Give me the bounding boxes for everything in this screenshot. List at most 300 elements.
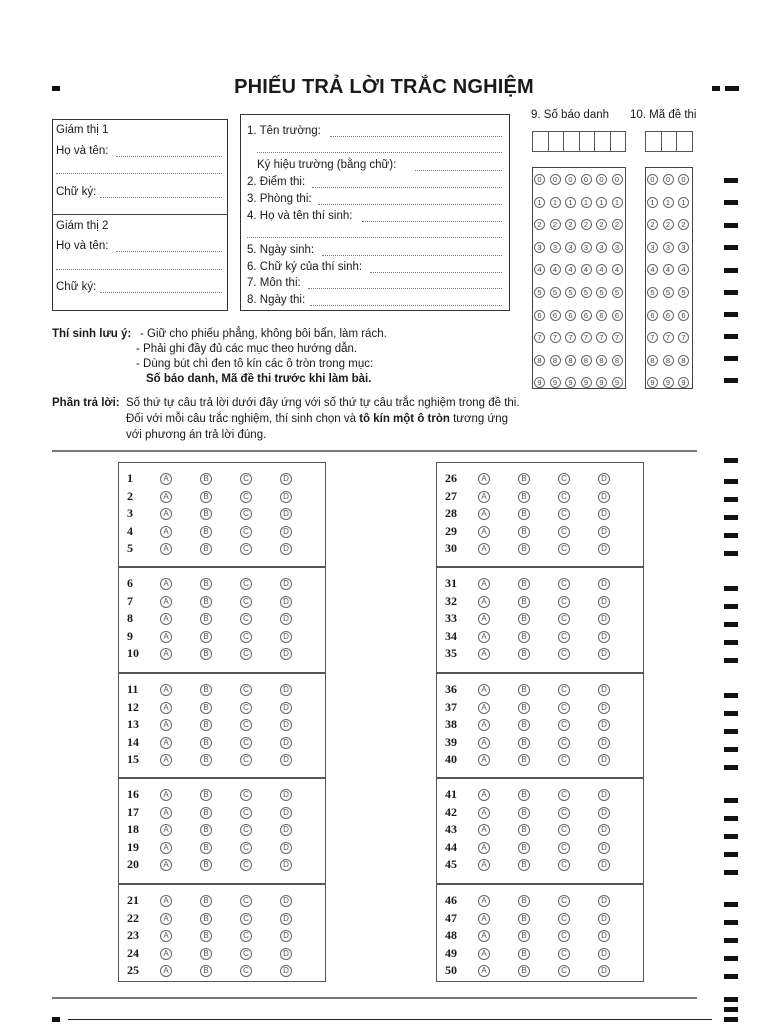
supervisor1-sign-field[interactable] bbox=[100, 197, 222, 198]
school-name-field-2[interactable] bbox=[257, 152, 502, 153]
answer-bubble-c[interactable]: C bbox=[558, 754, 570, 766]
made-digit-bubble[interactable]: 5 bbox=[663, 287, 674, 298]
made-write-box[interactable] bbox=[676, 131, 693, 152]
sbd-digit-bubble[interactable]: 7 bbox=[581, 332, 592, 343]
answer-bubble-a[interactable]: A bbox=[478, 491, 490, 503]
sbd-digit-bubble[interactable]: 6 bbox=[550, 310, 561, 321]
answer-bubble-c[interactable]: C bbox=[558, 543, 570, 555]
answer-bubble-a[interactable]: A bbox=[160, 702, 172, 714]
supervisor1-name-field-2[interactable] bbox=[56, 173, 222, 174]
sbd-digit-bubble[interactable]: 0 bbox=[612, 174, 623, 185]
answer-bubble-d[interactable]: D bbox=[280, 789, 292, 801]
answer-bubble-d[interactable]: D bbox=[280, 913, 292, 925]
answer-bubble-c[interactable]: C bbox=[240, 526, 252, 538]
answer-bubble-a[interactable]: A bbox=[478, 930, 490, 942]
answer-bubble-b[interactable]: B bbox=[200, 526, 212, 538]
sbd-digit-bubble[interactable]: 9 bbox=[534, 377, 545, 388]
answer-bubble-a[interactable]: A bbox=[478, 965, 490, 977]
answer-bubble-b[interactable]: B bbox=[200, 473, 212, 485]
sbd-digit-bubble[interactable]: 8 bbox=[612, 355, 623, 366]
sbd-write-box[interactable] bbox=[563, 131, 580, 152]
answer-bubble-a[interactable]: A bbox=[160, 930, 172, 942]
answer-bubble-c[interactable]: C bbox=[558, 895, 570, 907]
answer-bubble-c[interactable]: C bbox=[240, 948, 252, 960]
answer-bubble-c[interactable]: C bbox=[240, 930, 252, 942]
answer-bubble-c[interactable]: C bbox=[558, 508, 570, 520]
answer-bubble-d[interactable]: D bbox=[280, 859, 292, 871]
candidate-sign-field[interactable] bbox=[370, 272, 502, 273]
answer-bubble-a[interactable]: A bbox=[160, 789, 172, 801]
answer-bubble-b[interactable]: B bbox=[200, 578, 212, 590]
answer-bubble-c[interactable]: C bbox=[240, 913, 252, 925]
made-digit-bubble[interactable]: 1 bbox=[678, 197, 689, 208]
sbd-digit-bubble[interactable]: 1 bbox=[565, 197, 576, 208]
answer-bubble-c[interactable]: C bbox=[240, 631, 252, 643]
sbd-write-box[interactable] bbox=[594, 131, 611, 152]
answer-bubble-c[interactable]: C bbox=[240, 613, 252, 625]
answer-bubble-b[interactable]: B bbox=[200, 913, 212, 925]
answer-bubble-a[interactable]: A bbox=[478, 684, 490, 696]
answer-bubble-d[interactable]: D bbox=[280, 807, 292, 819]
sbd-digit-bubble[interactable]: 1 bbox=[596, 197, 607, 208]
answer-bubble-c[interactable]: C bbox=[558, 613, 570, 625]
answer-bubble-d[interactable]: D bbox=[280, 684, 292, 696]
sbd-digit-bubble[interactable]: 3 bbox=[581, 242, 592, 253]
answer-bubble-d[interactable]: D bbox=[598, 859, 610, 871]
answer-bubble-a[interactable]: A bbox=[478, 648, 490, 660]
answer-bubble-a[interactable]: A bbox=[160, 913, 172, 925]
sbd-digit-bubble[interactable]: 2 bbox=[565, 219, 576, 230]
answer-bubble-a[interactable]: A bbox=[478, 807, 490, 819]
answer-bubble-c[interactable]: C bbox=[240, 543, 252, 555]
answer-bubble-a[interactable]: A bbox=[160, 613, 172, 625]
answer-bubble-c[interactable]: C bbox=[558, 824, 570, 836]
answer-bubble-d[interactable]: D bbox=[280, 754, 292, 766]
answer-bubble-c[interactable]: C bbox=[558, 526, 570, 538]
sbd-digit-bubble[interactable]: 4 bbox=[596, 264, 607, 275]
answer-bubble-c[interactable]: C bbox=[240, 596, 252, 608]
answer-bubble-d[interactable]: D bbox=[598, 824, 610, 836]
answer-bubble-d[interactable]: D bbox=[598, 631, 610, 643]
answer-bubble-c[interactable]: C bbox=[558, 719, 570, 731]
sbd-digit-bubble[interactable]: 7 bbox=[612, 332, 623, 343]
answer-bubble-c[interactable]: C bbox=[240, 684, 252, 696]
sbd-digit-bubble[interactable]: 9 bbox=[596, 377, 607, 388]
supervisor1-name-field[interactable] bbox=[116, 156, 222, 157]
answer-bubble-c[interactable]: C bbox=[240, 859, 252, 871]
answer-bubble-a[interactable]: A bbox=[478, 737, 490, 749]
sbd-digit-bubble[interactable]: 5 bbox=[565, 287, 576, 298]
answer-bubble-a[interactable]: A bbox=[478, 543, 490, 555]
answer-bubble-c[interactable]: C bbox=[558, 491, 570, 503]
answer-bubble-c[interactable]: C bbox=[240, 895, 252, 907]
answer-bubble-b[interactable]: B bbox=[200, 543, 212, 555]
sbd-digit-bubble[interactable]: 0 bbox=[534, 174, 545, 185]
answer-bubble-c[interactable]: C bbox=[240, 965, 252, 977]
answer-bubble-c[interactable]: C bbox=[240, 473, 252, 485]
answer-bubble-b[interactable]: B bbox=[200, 948, 212, 960]
sbd-digit-bubble[interactable]: 6 bbox=[581, 310, 592, 321]
answer-bubble-c[interactable]: C bbox=[558, 807, 570, 819]
answer-bubble-b[interactable]: B bbox=[518, 613, 530, 625]
answer-bubble-d[interactable]: D bbox=[598, 965, 610, 977]
answer-bubble-d[interactable]: D bbox=[598, 596, 610, 608]
subject-field[interactable] bbox=[308, 288, 502, 289]
answer-bubble-b[interactable]: B bbox=[518, 578, 530, 590]
answer-bubble-d[interactable]: D bbox=[280, 508, 292, 520]
sbd-digit-bubble[interactable]: 8 bbox=[581, 355, 592, 366]
sbd-digit-bubble[interactable]: 1 bbox=[581, 197, 592, 208]
candidate-name-field[interactable] bbox=[362, 221, 502, 222]
answer-bubble-c[interactable]: C bbox=[558, 702, 570, 714]
made-write-box[interactable] bbox=[661, 131, 678, 152]
answer-bubble-d[interactable]: D bbox=[280, 824, 292, 836]
made-digit-bubble[interactable]: 7 bbox=[678, 332, 689, 343]
answer-bubble-d[interactable]: D bbox=[598, 807, 610, 819]
answer-bubble-d[interactable]: D bbox=[598, 702, 610, 714]
answer-bubble-b[interactable]: B bbox=[518, 965, 530, 977]
supervisor2-name-field-2[interactable] bbox=[56, 269, 222, 270]
answer-bubble-d[interactable]: D bbox=[598, 895, 610, 907]
made-digit-bubble[interactable]: 5 bbox=[678, 287, 689, 298]
sbd-digit-bubble[interactable]: 7 bbox=[534, 332, 545, 343]
answer-bubble-a[interactable]: A bbox=[160, 508, 172, 520]
answer-bubble-b[interactable]: B bbox=[518, 824, 530, 836]
answer-bubble-a[interactable]: A bbox=[160, 965, 172, 977]
answer-bubble-b[interactable]: B bbox=[518, 930, 530, 942]
made-digit-bubble[interactable]: 7 bbox=[647, 332, 658, 343]
made-digit-bubble[interactable]: 8 bbox=[647, 355, 658, 366]
answer-bubble-d[interactable]: D bbox=[280, 491, 292, 503]
sbd-digit-bubble[interactable]: 2 bbox=[550, 219, 561, 230]
answer-bubble-b[interactable]: B bbox=[518, 807, 530, 819]
made-digit-bubble[interactable]: 8 bbox=[678, 355, 689, 366]
answer-bubble-d[interactable]: D bbox=[280, 543, 292, 555]
answer-bubble-a[interactable]: A bbox=[478, 631, 490, 643]
answer-bubble-b[interactable]: B bbox=[200, 508, 212, 520]
answer-bubble-b[interactable]: B bbox=[518, 631, 530, 643]
answer-bubble-c[interactable]: C bbox=[558, 948, 570, 960]
answer-bubble-a[interactable]: A bbox=[160, 648, 172, 660]
made-write-box[interactable] bbox=[645, 131, 662, 152]
sbd-write-box[interactable] bbox=[548, 131, 565, 152]
sbd-digit-bubble[interactable]: 8 bbox=[534, 355, 545, 366]
answer-bubble-d[interactable]: D bbox=[280, 702, 292, 714]
answer-bubble-c[interactable]: C bbox=[558, 859, 570, 871]
made-digit-bubble[interactable]: 2 bbox=[663, 219, 674, 230]
answer-bubble-b[interactable]: B bbox=[518, 702, 530, 714]
made-digit-bubble[interactable]: 3 bbox=[678, 242, 689, 253]
answer-bubble-a[interactable]: A bbox=[478, 719, 490, 731]
answer-bubble-b[interactable]: B bbox=[200, 754, 212, 766]
sbd-digit-bubble[interactable]: 7 bbox=[550, 332, 561, 343]
answer-bubble-b[interactable]: B bbox=[200, 824, 212, 836]
supervisor2-sign-field[interactable] bbox=[100, 292, 222, 293]
answer-bubble-d[interactable]: D bbox=[280, 526, 292, 538]
answer-bubble-d[interactable]: D bbox=[598, 789, 610, 801]
answer-bubble-c[interactable]: C bbox=[240, 737, 252, 749]
answer-bubble-d[interactable]: D bbox=[598, 491, 610, 503]
answer-bubble-a[interactable]: A bbox=[478, 596, 490, 608]
answer-bubble-d[interactable]: D bbox=[280, 965, 292, 977]
sbd-digit-bubble[interactable]: 5 bbox=[612, 287, 623, 298]
answer-bubble-a[interactable]: A bbox=[160, 631, 172, 643]
answer-bubble-c[interactable]: C bbox=[558, 913, 570, 925]
answer-bubble-d[interactable]: D bbox=[598, 578, 610, 590]
answer-bubble-d[interactable]: D bbox=[598, 737, 610, 749]
answer-bubble-d[interactable]: D bbox=[598, 842, 610, 854]
answer-bubble-a[interactable]: A bbox=[160, 491, 172, 503]
sbd-write-box[interactable] bbox=[610, 131, 627, 152]
answer-bubble-d[interactable]: D bbox=[598, 948, 610, 960]
answer-bubble-c[interactable]: C bbox=[240, 842, 252, 854]
answer-bubble-c[interactable]: C bbox=[558, 737, 570, 749]
made-digit-bubble[interactable]: 5 bbox=[647, 287, 658, 298]
answer-bubble-c[interactable]: C bbox=[240, 491, 252, 503]
sbd-digit-bubble[interactable]: 4 bbox=[550, 264, 561, 275]
answer-bubble-c[interactable]: C bbox=[240, 754, 252, 766]
answer-bubble-d[interactable]: D bbox=[280, 895, 292, 907]
answer-bubble-c[interactable]: C bbox=[558, 842, 570, 854]
answer-bubble-a[interactable]: A bbox=[478, 526, 490, 538]
made-digit-bubble[interactable]: 7 bbox=[663, 332, 674, 343]
answer-bubble-c[interactable]: C bbox=[240, 648, 252, 660]
sbd-digit-bubble[interactable]: 5 bbox=[534, 287, 545, 298]
sbd-digit-bubble[interactable]: 2 bbox=[581, 219, 592, 230]
answer-bubble-c[interactable]: C bbox=[558, 684, 570, 696]
birthdate-field[interactable] bbox=[322, 255, 502, 256]
answer-bubble-c[interactable]: C bbox=[240, 719, 252, 731]
made-digit-bubble[interactable]: 0 bbox=[663, 174, 674, 185]
answer-bubble-b[interactable]: B bbox=[200, 684, 212, 696]
answer-bubble-a[interactable]: A bbox=[478, 824, 490, 836]
made-digit-bubble[interactable]: 9 bbox=[647, 377, 658, 388]
sbd-write-box[interactable] bbox=[532, 131, 549, 152]
answer-bubble-c[interactable]: C bbox=[240, 789, 252, 801]
answer-bubble-c[interactable]: C bbox=[558, 596, 570, 608]
made-digit-bubble[interactable]: 1 bbox=[647, 197, 658, 208]
answer-bubble-c[interactable]: C bbox=[558, 789, 570, 801]
answer-bubble-d[interactable]: D bbox=[598, 613, 610, 625]
answer-bubble-d[interactable]: D bbox=[280, 948, 292, 960]
answer-bubble-c[interactable]: C bbox=[240, 578, 252, 590]
sbd-digit-bubble[interactable]: 3 bbox=[565, 242, 576, 253]
answer-bubble-a[interactable]: A bbox=[478, 948, 490, 960]
answer-bubble-a[interactable]: A bbox=[160, 754, 172, 766]
made-digit-bubble[interactable]: 3 bbox=[647, 242, 658, 253]
answer-bubble-a[interactable]: A bbox=[160, 737, 172, 749]
sbd-digit-bubble[interactable]: 1 bbox=[550, 197, 561, 208]
answer-bubble-b[interactable]: B bbox=[518, 754, 530, 766]
made-digit-bubble[interactable]: 4 bbox=[647, 264, 658, 275]
answer-bubble-d[interactable]: D bbox=[598, 719, 610, 731]
answer-bubble-b[interactable]: B bbox=[200, 613, 212, 625]
sbd-digit-bubble[interactable]: 3 bbox=[550, 242, 561, 253]
answer-bubble-b[interactable]: B bbox=[518, 737, 530, 749]
answer-bubble-a[interactable]: A bbox=[160, 842, 172, 854]
sbd-digit-bubble[interactable]: 7 bbox=[596, 332, 607, 343]
sbd-digit-bubble[interactable]: 0 bbox=[596, 174, 607, 185]
answer-bubble-b[interactable]: B bbox=[518, 913, 530, 925]
answer-bubble-c[interactable]: C bbox=[240, 807, 252, 819]
sbd-digit-bubble[interactable]: 6 bbox=[565, 310, 576, 321]
answer-bubble-b[interactable]: B bbox=[200, 648, 212, 660]
answer-bubble-b[interactable]: B bbox=[200, 965, 212, 977]
answer-bubble-b[interactable]: B bbox=[200, 895, 212, 907]
sbd-digit-bubble[interactable]: 8 bbox=[565, 355, 576, 366]
answer-bubble-d[interactable]: D bbox=[280, 930, 292, 942]
answer-bubble-b[interactable]: B bbox=[518, 596, 530, 608]
answer-bubble-a[interactable]: A bbox=[478, 789, 490, 801]
answer-bubble-a[interactable]: A bbox=[478, 702, 490, 714]
answer-bubble-a[interactable]: A bbox=[478, 473, 490, 485]
answer-bubble-b[interactable]: B bbox=[200, 702, 212, 714]
sbd-digit-bubble[interactable]: 3 bbox=[612, 242, 623, 253]
answer-bubble-c[interactable]: C bbox=[240, 508, 252, 520]
made-digit-bubble[interactable]: 8 bbox=[663, 355, 674, 366]
answer-bubble-d[interactable]: D bbox=[280, 631, 292, 643]
answer-bubble-b[interactable]: B bbox=[200, 737, 212, 749]
answer-bubble-b[interactable]: B bbox=[518, 948, 530, 960]
sbd-digit-bubble[interactable]: 9 bbox=[581, 377, 592, 388]
answer-bubble-d[interactable]: D bbox=[280, 613, 292, 625]
answer-bubble-a[interactable]: A bbox=[478, 842, 490, 854]
answer-bubble-b[interactable]: B bbox=[518, 895, 530, 907]
answer-bubble-b[interactable]: B bbox=[200, 491, 212, 503]
answer-bubble-b[interactable]: B bbox=[200, 596, 212, 608]
answer-bubble-d[interactable]: D bbox=[280, 648, 292, 660]
sbd-digit-bubble[interactable]: 4 bbox=[565, 264, 576, 275]
answer-bubble-a[interactable]: A bbox=[478, 613, 490, 625]
made-digit-bubble[interactable]: 0 bbox=[647, 174, 658, 185]
sbd-digit-bubble[interactable]: 8 bbox=[596, 355, 607, 366]
answer-bubble-a[interactable]: A bbox=[160, 578, 172, 590]
made-digit-bubble[interactable]: 1 bbox=[663, 197, 674, 208]
answer-bubble-d[interactable]: D bbox=[280, 737, 292, 749]
answer-bubble-a[interactable]: A bbox=[160, 719, 172, 731]
answer-bubble-a[interactable]: A bbox=[160, 824, 172, 836]
sbd-digit-bubble[interactable]: 6 bbox=[612, 310, 623, 321]
answer-bubble-b[interactable]: B bbox=[518, 508, 530, 520]
answer-bubble-b[interactable]: B bbox=[518, 842, 530, 854]
sbd-digit-bubble[interactable]: 8 bbox=[550, 355, 561, 366]
answer-bubble-a[interactable]: A bbox=[478, 913, 490, 925]
answer-bubble-d[interactable]: D bbox=[280, 842, 292, 854]
answer-bubble-b[interactable]: B bbox=[200, 859, 212, 871]
sbd-digit-bubble[interactable]: 2 bbox=[596, 219, 607, 230]
answer-bubble-a[interactable]: A bbox=[478, 754, 490, 766]
answer-bubble-b[interactable]: B bbox=[518, 789, 530, 801]
candidate-name-field-2[interactable] bbox=[247, 237, 502, 238]
sbd-digit-bubble[interactable]: 5 bbox=[550, 287, 561, 298]
made-digit-bubble[interactable]: 4 bbox=[663, 264, 674, 275]
sbd-digit-bubble[interactable]: 6 bbox=[534, 310, 545, 321]
sbd-write-box[interactable] bbox=[579, 131, 596, 152]
made-digit-bubble[interactable]: 9 bbox=[663, 377, 674, 388]
answer-bubble-d[interactable]: D bbox=[598, 930, 610, 942]
sbd-digit-bubble[interactable]: 9 bbox=[550, 377, 561, 388]
answer-bubble-c[interactable]: C bbox=[558, 648, 570, 660]
answer-bubble-d[interactable]: D bbox=[280, 596, 292, 608]
answer-bubble-a[interactable]: A bbox=[478, 895, 490, 907]
sbd-digit-bubble[interactable]: 4 bbox=[534, 264, 545, 275]
answer-bubble-b[interactable]: B bbox=[200, 789, 212, 801]
made-digit-bubble[interactable]: 2 bbox=[647, 219, 658, 230]
answer-bubble-a[interactable]: A bbox=[160, 807, 172, 819]
answer-bubble-c[interactable]: C bbox=[558, 930, 570, 942]
answer-bubble-d[interactable]: D bbox=[598, 684, 610, 696]
answer-bubble-d[interactable]: D bbox=[280, 719, 292, 731]
sbd-digit-bubble[interactable]: 4 bbox=[612, 264, 623, 275]
made-digit-bubble[interactable]: 3 bbox=[663, 242, 674, 253]
sbd-digit-bubble[interactable]: 9 bbox=[612, 377, 623, 388]
answer-bubble-a[interactable]: A bbox=[160, 473, 172, 485]
answer-bubble-d[interactable]: D bbox=[598, 473, 610, 485]
answer-bubble-a[interactable]: A bbox=[160, 859, 172, 871]
sbd-digit-bubble[interactable]: 2 bbox=[534, 219, 545, 230]
answer-bubble-b[interactable]: B bbox=[518, 473, 530, 485]
answer-bubble-b[interactable]: B bbox=[200, 807, 212, 819]
sbd-digit-bubble[interactable]: 2 bbox=[612, 219, 623, 230]
answer-bubble-b[interactable]: B bbox=[200, 842, 212, 854]
answer-bubble-b[interactable]: B bbox=[200, 930, 212, 942]
answer-bubble-b[interactable]: B bbox=[200, 719, 212, 731]
answer-bubble-c[interactable]: C bbox=[558, 631, 570, 643]
answer-bubble-d[interactable]: D bbox=[598, 543, 610, 555]
sbd-digit-bubble[interactable]: 4 bbox=[581, 264, 592, 275]
made-digit-bubble[interactable]: 6 bbox=[647, 310, 658, 321]
answer-bubble-b[interactable]: B bbox=[518, 648, 530, 660]
school-code-field[interactable] bbox=[415, 170, 502, 171]
answer-bubble-d[interactable]: D bbox=[598, 508, 610, 520]
made-digit-bubble[interactable]: 9 bbox=[678, 377, 689, 388]
answer-bubble-c[interactable]: C bbox=[558, 578, 570, 590]
answer-bubble-d[interactable]: D bbox=[598, 648, 610, 660]
exam-date-field[interactable] bbox=[310, 305, 502, 306]
answer-bubble-d[interactable]: D bbox=[280, 473, 292, 485]
made-digit-bubble[interactable]: 4 bbox=[678, 264, 689, 275]
answer-bubble-a[interactable]: A bbox=[478, 578, 490, 590]
score-field[interactable] bbox=[312, 187, 502, 188]
made-digit-bubble[interactable]: 2 bbox=[678, 219, 689, 230]
sbd-digit-bubble[interactable]: 5 bbox=[596, 287, 607, 298]
answer-bubble-c[interactable]: C bbox=[240, 824, 252, 836]
answer-bubble-d[interactable]: D bbox=[598, 913, 610, 925]
answer-bubble-a[interactable]: A bbox=[160, 948, 172, 960]
made-digit-bubble[interactable]: 0 bbox=[678, 174, 689, 185]
sbd-digit-bubble[interactable]: 5 bbox=[581, 287, 592, 298]
answer-bubble-a[interactable]: A bbox=[160, 543, 172, 555]
answer-bubble-d[interactable]: D bbox=[598, 754, 610, 766]
supervisor2-name-field[interactable] bbox=[116, 251, 222, 252]
sbd-digit-bubble[interactable]: 9 bbox=[565, 377, 576, 388]
made-digit-bubble[interactable]: 6 bbox=[678, 310, 689, 321]
sbd-digit-bubble[interactable]: 7 bbox=[565, 332, 576, 343]
answer-bubble-b[interactable]: B bbox=[518, 491, 530, 503]
answer-bubble-b[interactable]: B bbox=[518, 684, 530, 696]
answer-bubble-b[interactable]: B bbox=[518, 543, 530, 555]
sbd-digit-bubble[interactable]: 0 bbox=[581, 174, 592, 185]
answer-bubble-b[interactable]: B bbox=[200, 631, 212, 643]
answer-bubble-a[interactable]: A bbox=[478, 508, 490, 520]
answer-bubble-a[interactable]: A bbox=[160, 596, 172, 608]
room-field[interactable] bbox=[318, 204, 502, 205]
answer-bubble-c[interactable]: C bbox=[240, 702, 252, 714]
answer-bubble-b[interactable]: B bbox=[518, 719, 530, 731]
answer-bubble-c[interactable]: C bbox=[558, 473, 570, 485]
sbd-digit-bubble[interactable]: 0 bbox=[550, 174, 561, 185]
answer-bubble-a[interactable]: A bbox=[160, 526, 172, 538]
